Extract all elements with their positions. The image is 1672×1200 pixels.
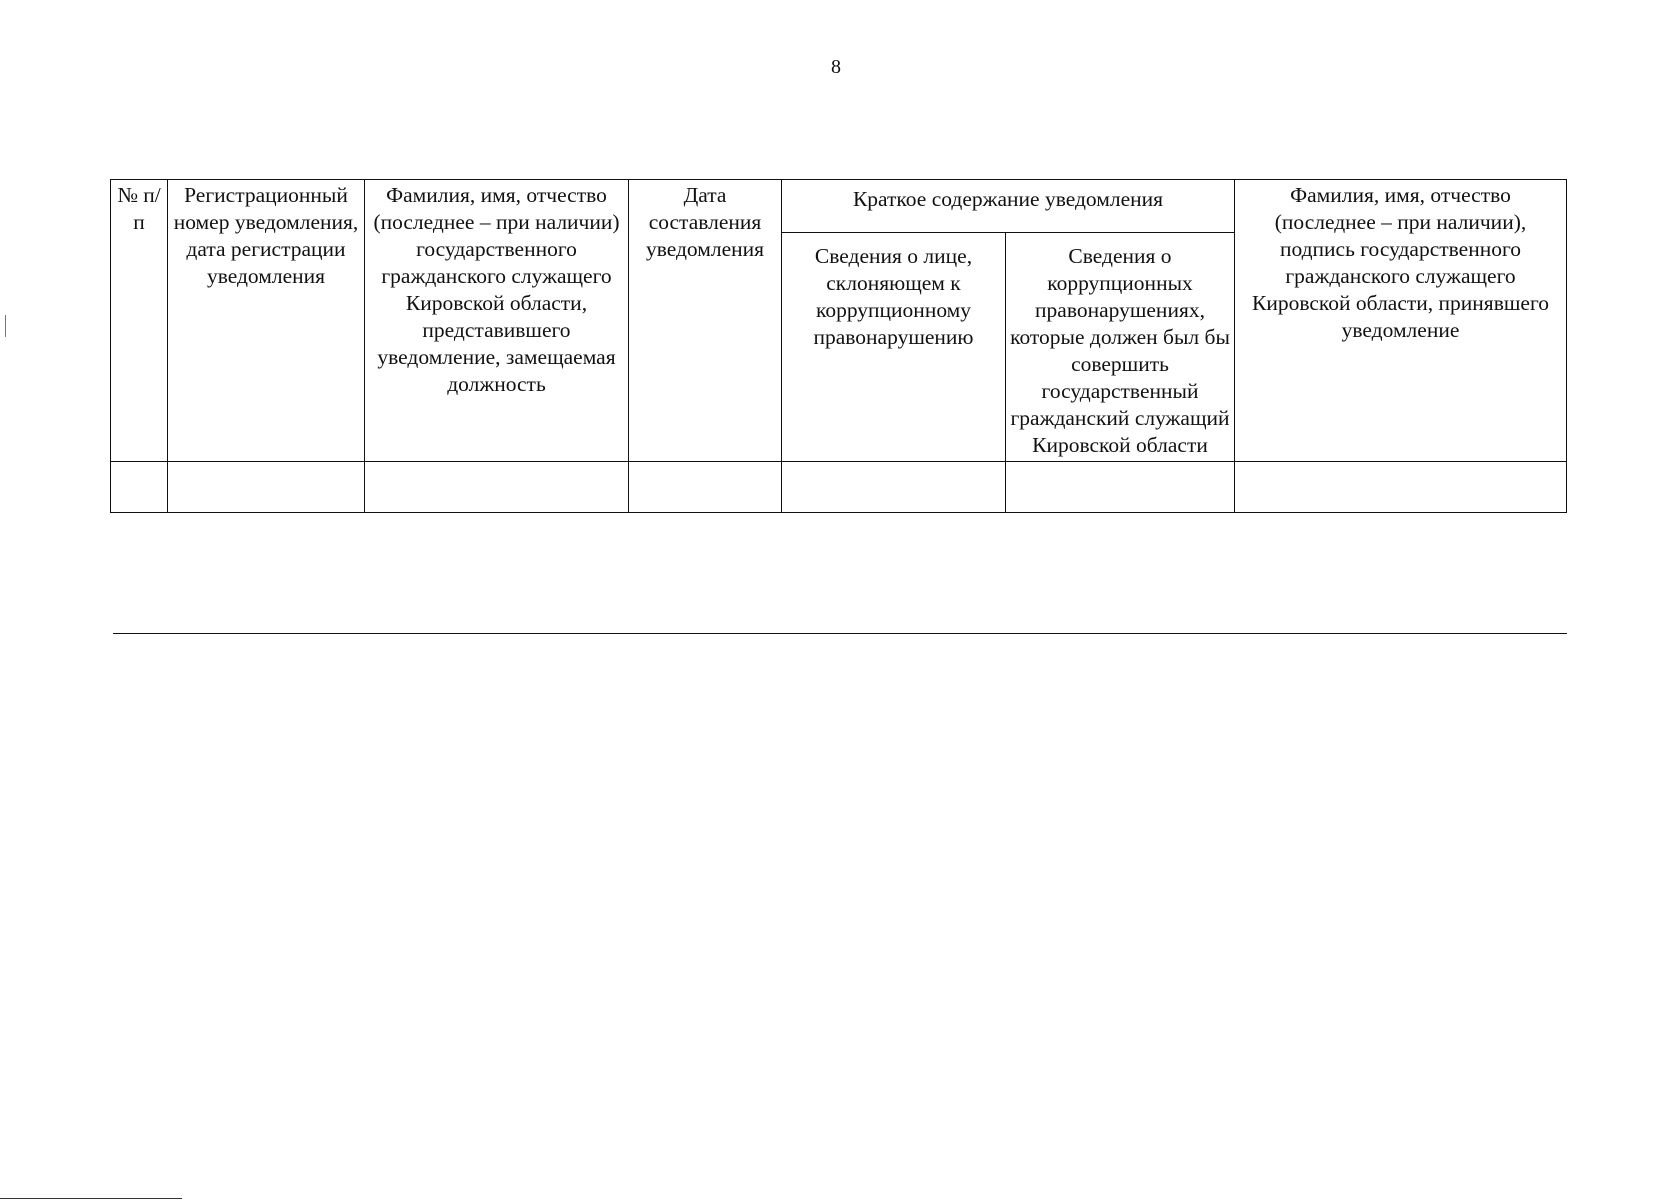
table-cell <box>365 462 629 513</box>
scan-artifact <box>5 315 6 337</box>
closing-rule <box>113 633 1567 634</box>
table-cell <box>1235 462 1567 513</box>
table-header-row <box>111 180 1567 233</box>
header-date: Дата составления уведомления <box>629 180 782 462</box>
page-number: 8 <box>831 56 841 78</box>
table-cell <box>111 462 168 513</box>
header-summary-offenses: Сведения о коррупционных правонарушениях, которые должен был бы совершить государственный гражданский служащий Кировской области <box>1006 233 1235 462</box>
table-cell <box>782 462 1006 513</box>
header-receiver: Фамилия, имя, отчество (последнее – при наличии), подпись государственного гражданского служащего Кировской области, принявшего уведомление <box>1235 180 1567 462</box>
table-cell <box>1006 462 1235 513</box>
header-summary-person: Сведения о лице, склоняющем к коррупционному правонарушению <box>782 233 1006 462</box>
table-row <box>111 462 1567 513</box>
footnote-rule <box>0 1198 182 1199</box>
header-registration: Регистрационный номер уведомления, дата регистрации уведомления <box>168 180 365 462</box>
header-employee: Фамилия, имя, отчество (последнее – при наличии) государственного гражданского служащего Кировской области, представившего уведомление, замещаемая должность <box>365 180 629 462</box>
table-cell <box>168 462 365 513</box>
header-number: № п/п <box>111 180 168 462</box>
header-summary-group: Краткое содержание уведомления <box>782 180 1235 233</box>
notification-register-table <box>110 179 1567 513</box>
table-cell <box>629 462 782 513</box>
